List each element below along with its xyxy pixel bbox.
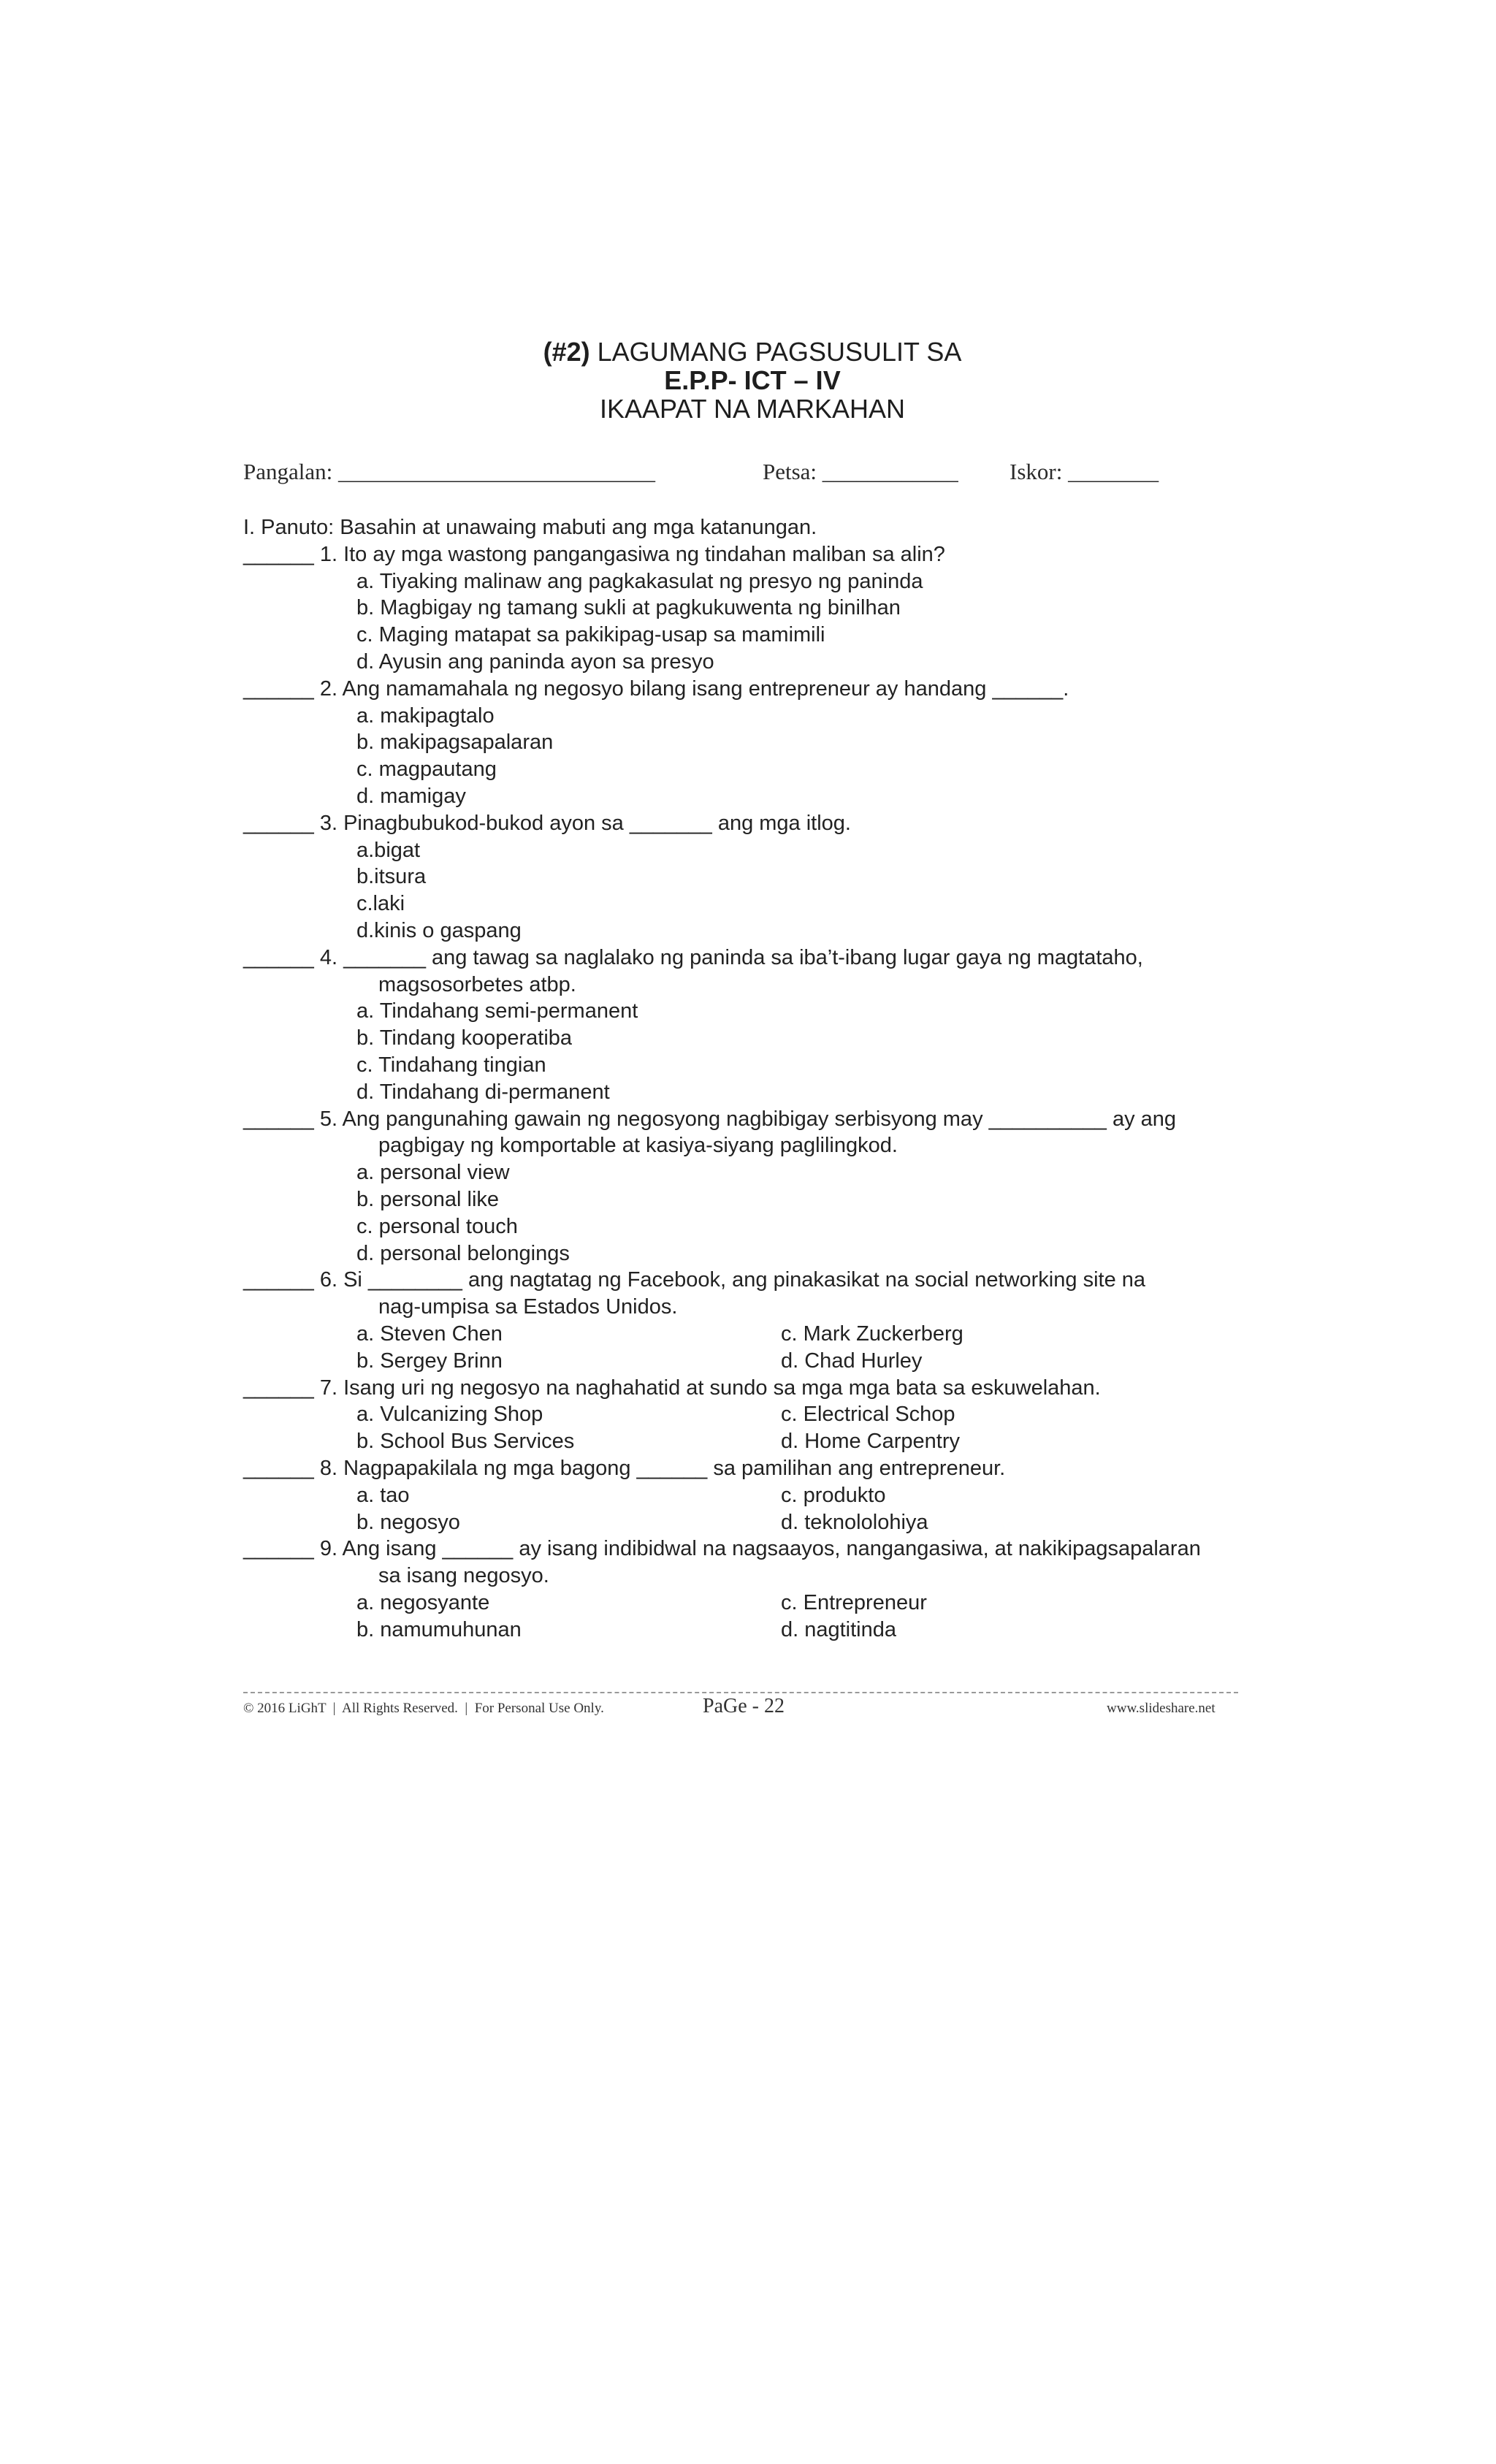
answer-choice: b. Tindang kooperatiba — [356, 1026, 573, 1050]
footer-divider — [243, 1692, 1238, 1693]
answer-choice: d. teknololohiya — [781, 1511, 928, 1534]
answer-choice: d. Home Carpentry — [781, 1430, 960, 1453]
answer-choice: d. nagtitinda — [781, 1618, 897, 1641]
score-field: Iskor: ________ — [1010, 459, 1159, 484]
answer-choice: c. Entrepreneur — [781, 1591, 927, 1614]
question-line: ______ 1. Ito ay mga wastong pangangasiwa ng tindahan maliban sa alin? — [243, 543, 945, 566]
subject-label: E.P.P- ICT – IV — [664, 365, 841, 395]
answer-choice: c. Mark Zuckerberg — [781, 1322, 963, 1346]
answer-choice: b. personal like — [356, 1188, 500, 1211]
answer-choice: c.laki — [356, 892, 405, 915]
answer-choice: d. mamigay — [356, 785, 466, 808]
answer-choice: d. Chad Hurley — [781, 1349, 923, 1373]
answer-choice: c. produkto — [781, 1484, 886, 1507]
answer-choice: d. Tindahang di-permanent — [356, 1080, 610, 1104]
name-field: Pangalan: ____________________________ — [243, 459, 655, 484]
question-line: ______ 9. Ang isang ______ ay isang indibidwal na nagsaayos, nangangasiwa, at nakikipagsapalaran — [243, 1537, 1201, 1560]
answer-choice: a.bigat — [356, 839, 421, 862]
question-continuation: sa isang negosyo. — [378, 1564, 549, 1587]
date-field: Petsa: ____________ — [763, 459, 958, 484]
answer-choice: b. Magbigay ng tamang sukli at pagkukuwenta ng binilhan — [356, 596, 901, 619]
answer-choice: b. Sergey Brinn — [356, 1349, 503, 1373]
question-continuation: magsosorbetes atbp. — [378, 973, 576, 996]
title-number: (#2) — [543, 337, 590, 367]
answer-choice: d.kinis o gaspang — [356, 919, 522, 942]
question-line: ______ 7. Isang uri ng negosyo na naghahatid at sundo sa mga mga bata sa eskuwelahan. — [243, 1376, 1101, 1400]
question-continuation: pagbigay ng komportable at kasiya-siyang paglilingkod. — [378, 1134, 898, 1157]
answer-choice: d. Ayusin ang paninda ayon sa presyo — [356, 650, 714, 674]
answer-choice: a. Tiyaking malinaw ang pagkakasulat ng presyo ng paninda — [356, 570, 923, 593]
answer-choice: b. namumuhunan — [356, 1618, 522, 1641]
answer-choice: b.itsura — [356, 865, 427, 888]
answer-choice: c. magpautang — [356, 758, 497, 781]
question-line: ______ 5. Ang pangunahing gawain ng negosyong nagbibigay serbisyong may __________ ay ang — [243, 1107, 1177, 1131]
answer-choice: c. Tindahang tingian — [356, 1053, 546, 1077]
answer-choice: c. Maging matapat sa pakikipag-usap sa mamimili — [356, 623, 825, 646]
answer-choice: a. personal view — [356, 1161, 510, 1184]
answer-choice: a. Steven Chen — [356, 1322, 503, 1346]
answer-choice: b. negosyo — [356, 1511, 460, 1534]
footer-copyright: © 2016 LiGhT | All Rights Reserved. | For Personal Use Only. — [243, 1701, 604, 1716]
question-line: ______ 3. Pinagbubukod-bukod ayon sa _______ ang mga itlog. — [243, 812, 851, 835]
question-continuation: nag-umpisa sa Estados Unidos. — [378, 1295, 678, 1319]
answer-choice: a. negosyante — [356, 1591, 490, 1614]
worksheet-header — [241, 337, 1264, 423]
title-text: LAGUMANG PAGSUSULIT SA — [589, 337, 962, 367]
question-line: ______ 6. Si ________ ang nagtatag ng Facebook, ang pinakasikat na social networking site na — [243, 1268, 1146, 1292]
question-line: ______ 4. _______ ang tawag sa naglalako ng paninda sa iba’t-ibang lugar gaya ng magtataho, — [243, 946, 1143, 969]
answer-choice: a. Vulcanizing Shop — [356, 1403, 543, 1426]
answer-choice: a. makipagtalo — [356, 704, 495, 728]
instruction-text: I. Panuto: Basahin at unawaing mabuti ang mga katanungan. — [243, 516, 817, 539]
page-number: PaGe - 22 — [703, 1695, 785, 1717]
answer-choice: a. tao — [356, 1484, 410, 1507]
question-line: ______ 2. Ang namamahala ng negosyo bilang isang entrepreneur ay handang ______. — [243, 677, 1069, 701]
answer-choice: b. School Bus Services — [356, 1430, 575, 1453]
quarter-line: IKAAPAT NA MARKAHAN — [599, 394, 906, 424]
question-line: ______ 8. Nagpapakilala ng mga bagong ______ sa pamilihan ang entrepreneur. — [243, 1457, 1006, 1480]
student-info-row — [243, 459, 1193, 491]
footer-website: www.slideshare.net — [1107, 1701, 1216, 1716]
answer-choice: b. makipagsapalaran — [356, 731, 554, 754]
subject-line — [241, 366, 1264, 394]
title-line-1 — [241, 337, 1264, 366]
answer-choice: a. Tindahang semi-permanent — [356, 999, 638, 1023]
answer-choice: c. personal touch — [356, 1215, 518, 1238]
answer-choice: c. Electrical Schop — [781, 1403, 955, 1426]
answer-choice: d. personal belongings — [356, 1242, 570, 1265]
